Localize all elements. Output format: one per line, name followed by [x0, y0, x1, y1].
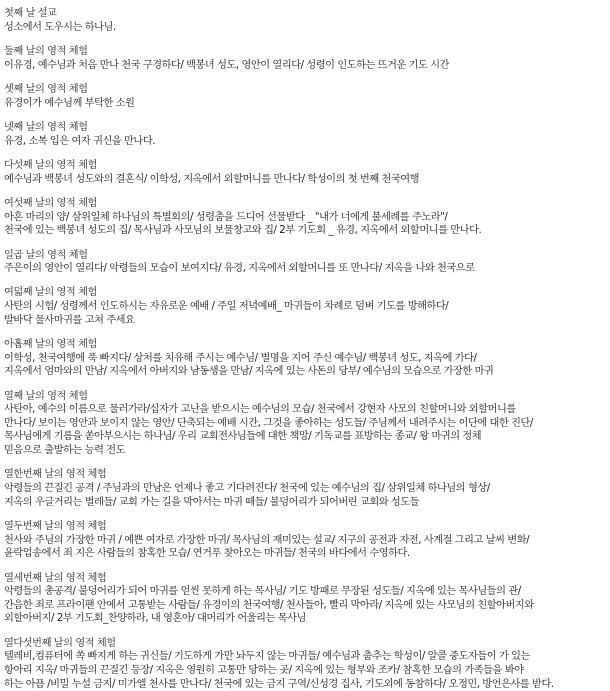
section [4, 197, 608, 238]
section-text-line: 사탄아, 예수의 이름으로 물러가라/십자가 고난을 받으시는 예수님의 모습/ 천국에서 강현자 사모의 친할머니와 외할머니를 [4, 404, 516, 416]
section-heading: 셋째 날의 영적 체험 [4, 83, 88, 95]
section-heading: 열두번째 날의 영적 체험 [4, 520, 107, 532]
section-text-line: 예수님과 백봉녀 성도와의 결혼식/ 이학성, 지옥에서 외할머니를 만나다/ 학성이의 첫 번째 천국여행 [4, 173, 420, 185]
section-heading: 둘째 날의 영적 체험 [4, 45, 88, 57]
section-text-line: 유경이가 예수님께 부탁한 소원 [4, 97, 135, 109]
section-text-line: 목사님에게 기름을 쏟아부으시는 하나님/ 우리 교회전사님들에 대한 책망/ 기독교를 표방하는 종교/ 왕 마귀의 정체 [4, 431, 482, 443]
section-text-line: 천사와 주님의 가장한 마귀 / 예쁜 여자로 가장한 마귀/ 목사님의 재미있는 설교/ 지구의 공전과 자전, 사계절 그리고 날씨 변화/ [4, 534, 530, 546]
section-text-line: 사탄의 시험/ 성령께서 인도하시는 자유로운 예배 / 주일 저녁예배_ 마귀들이 차례로 덤벼 기도를 방해하다/ [4, 301, 449, 313]
section [4, 7, 608, 34]
section-heading: 열세번째 날의 영적 체험 [4, 572, 107, 584]
section-text-line: 유경, 소복 입은 여자 귀신을 만나다. [4, 135, 155, 147]
section-heading: 넷째 날의 영적 체험 [4, 121, 88, 133]
section [4, 121, 608, 148]
section-text-line: 성소에서 도우시는 하나님. [4, 21, 116, 33]
section-heading: 다섯째 날의 영적 체험 [4, 159, 97, 171]
section-text-line: 발바닥 물사마귀를 고쳐 주세요 [4, 314, 135, 326]
section-text-line: 이유경, 예수님과 처음 만나 천국 구경하다/ 백봉녀 성도, 영안이 열리다/ 성령이 인도하는 뜨거운 기도 시간 [4, 59, 450, 71]
section [4, 249, 608, 276]
section-text-line: 악령들의 총공격/ 불덩어리가 되어 마귀를 얻씬 못하게 하는 목사님/ 기도 방패로 무장된 성도들/ 지옥에 있는 목사님들의 관/ [4, 586, 521, 598]
section [4, 286, 608, 327]
section-text-line: 믿음으로 출발하는 능력 전도 [4, 445, 126, 457]
section-text-line: 천국에 있는 백봉녀 성도의 집/ 목사님과 사모님의 보물창고와 집/ 2부 기도회 _ 유경, 지옥에서 외할머니를 만나다. [4, 225, 482, 237]
section [4, 83, 608, 110]
section-text-line: 아흔 마리의 양/ 삼위일체 하나님의 특별회의/ 성령춤을 드디어 선물받다 _ "내가 너에게 불세례를 주노라"/ [4, 211, 448, 223]
section-heading: 열째 날의 영적 체험 [4, 390, 88, 402]
section-heading: 아홉째 날의 영적 체험 [4, 339, 97, 351]
section-text-line: 지옥의 우글거리는 벌레들/ 교회 가는 길을 막아서는 마귀 떼들/ 불덩어리가 되어버린 교회와 성도들 [4, 496, 420, 508]
section [4, 520, 608, 561]
section [4, 338, 608, 379]
section-heading: 첫째 날 설교 [4, 8, 57, 19]
section [4, 637, 608, 691]
section-text-line: 항아리 지옥/ 마귀들의 끈질긴 등장/ 지옥은 영원히 고통만 당하는 곳/ 지옥에 있는 형부와 조카/ 참혹한 모습의 가족들을 봐야 [4, 664, 524, 676]
section-heading: 열다섯번째 날의 영적 체험 [4, 637, 116, 649]
section-text-line: 지옥에서 엄마와의 만남/ 지옥에서 아버지와 남동생을 만남/ 지옥에 있는 사돈의 당부/ 예수님의 모습으로 가장한 마귀 [4, 366, 494, 378]
section-text-line: 윤락업송에서 죄 지은 사람들의 참혹한 모습/ 연거푸 찾아오는 마귀들/ 천국의 바다에서 수영하다. [4, 548, 410, 560]
section-text-line: 악령들의 끈질긴 공격 / 주님과의 만남은 언제나 좋고 기다려진다/ 천국에 있는 예수님의 집/ 삼위일체 하나님의 형상/ [4, 483, 490, 494]
section [4, 572, 608, 626]
section [4, 159, 608, 186]
section-heading: 여덟째 날의 영적 체험 [4, 287, 97, 299]
section-text-line: 이학성, 천국여행에 푹 빠지다/ 상처를 치유해 주시는 예수님/ 별명을 지어 주신 예수님/ 백봉녀 성도, 지옥에 가다/ [4, 352, 477, 364]
section-heading: 여섯째 날의 영적 체험 [4, 197, 97, 209]
section-text-line: 텔레비,컴퓨터에 쏙 빠지게 하는 귀신들/ 기도하게 가만 놔두지 않는 마귀들/ 예수님과 춤추는 학성이/ 알콜 중도자들이 가 있는 [4, 651, 530, 663]
section-text-line: 외할아버지/ 2부 기도회_찬양하라, 내 영혼아/ 대머리가 어울리는 목사님 [4, 613, 306, 625]
section [4, 468, 608, 509]
section-text-line: 주은이의 영안이 열리다/ 악령들의 모습이 보여지다/ 유경, 지옥에서 외할머니를 또 만나다/ 지옥을 나와 천국으로 [4, 263, 475, 275]
section-heading: 열한번째 날의 영적 체험 [4, 469, 107, 481]
section-text-line: 만나다/ 보이는 영안과 보이지 않는 영안/ 단축되는 예배 시간, 그것을 좋아하는 성도들/ 주님께서 내려주시는 이단에 대한 진단/ [4, 417, 533, 429]
section-text-line: 간음한 죄로 프라이팬 안에서 고통받는 사람들/ 유경이의 천국여행/ 천사들아, 빨리 막아라/ 지옥에 있는 사모님의 친할아버지와 [4, 599, 534, 611]
section [4, 390, 608, 458]
section-heading: 일곱 날의 영적 체험 [4, 249, 88, 261]
section [4, 45, 608, 72]
section-text-line: 하는 아픔 /비밀 누설 금지/ 미가엘 천사를 만나다/ 천국에 있는 금지 구역/신성경 집사, 기도외에 동참하다/ 오정민, 방언은사를 받다. [4, 678, 554, 690]
